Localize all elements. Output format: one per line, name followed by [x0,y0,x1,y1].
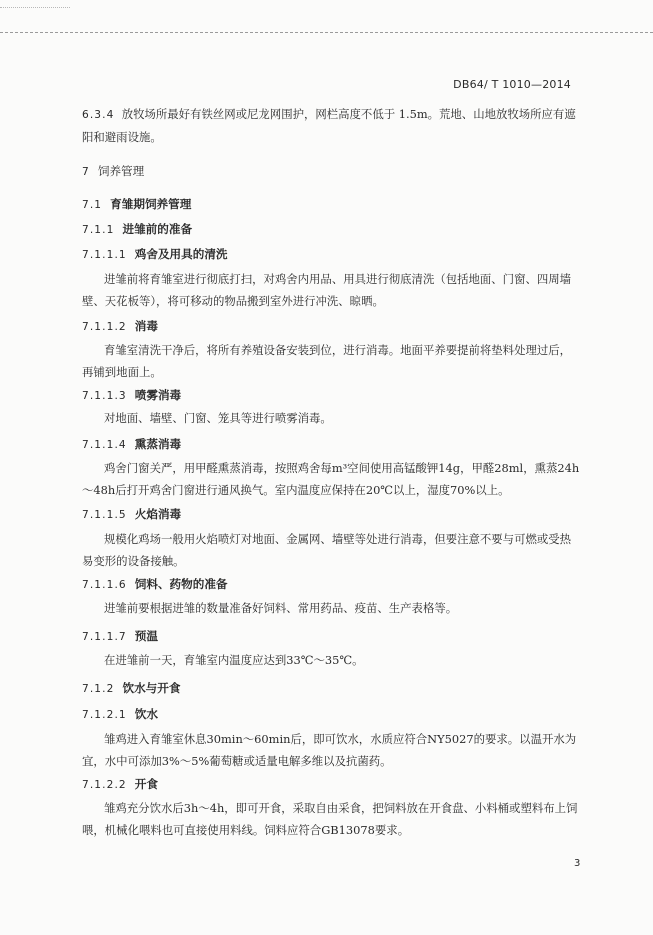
section-title: 喷雾消毒 [134,388,182,402]
paragraph-7-1-2-2: 雏鸡充分饮水后3h～4h，即可开食，采取自由采食，把饲料放在开食盘、小料桶或塑料布上饲喂，机械化喂料也可直接使用料线。饲料应符合GB13078要求。 [82,801,578,837]
section-title: 饲养管理 [97,164,145,178]
heading-7-1 [82,196,191,212]
section-title: 鸡舍及用具的清洗 [134,247,228,261]
paragraph-7-1-1-4: 鸡舍门窗关严，用甲醛熏蒸消毒，按照鸡舍每m³空间使用高锰酸钾14g，甲醛28ml，熏蒸24h～48h后打开鸡舍门窗进行通风换气。室内温度应保持在20℃以上，湿度70%以上。 [82,461,580,497]
paragraph-7-1-1-7: 在进雏前一天，育雏室内温度应达到33℃～35℃。 [104,653,364,667]
section-title: 开食 [134,777,158,791]
heading-7-1-2 [82,680,180,696]
paragraph-7-1-1-5: 规模化鸡场一般用火焰喷灯对地面、金属网、墙壁等处进行消毒，但要注意不要与可燃或受热易变形的设备接触。 [82,532,572,568]
section-number: 7.1.1.3 [82,390,127,402]
heading-7-1-2-1 [82,706,158,722]
paragraph-7-1-1-6: 进雏前要根据进雏的数量准备好饲料、常用药品、疫苗、生产表格等。 [104,601,458,615]
heading-7-1-1-4 [82,436,181,452]
section-title: 饮水 [134,707,158,721]
section-number: 7.1 [82,199,103,211]
paragraph-7-1-2-1: 雏鸡进入育雏室休息30min～60min后，即可饮水，水质应符合NY5027的要求。以温开水为宜，水中可添加3%～5%葡萄糖或适量电解多维以及抗菌药。 [82,732,577,768]
paragraph-7-1-1-1: 进雏前将育雏室进行彻底打扫，对鸡舍内用品、用具进行彻底清洗（包括地面、门窗、四周墙壁、天花板等），将可移动的物品搬到室外进行冲洗、晾晒。 [82,272,572,308]
paragraph-6-3-4 [82,103,580,148]
section-number: 7 [82,166,90,178]
section-title: 育雏期饲养管理 [110,197,192,211]
section-number: 7.1.1.6 [82,579,127,591]
heading-7-1-1 [82,221,192,237]
section-title: 饲料、药物的准备 [134,577,228,591]
section-title: 预温 [134,629,158,643]
heading-7-1-2-2 [82,776,158,792]
section-number: 7.1.1 [82,224,115,236]
section-number: 7.1.1.4 [82,439,127,451]
section-number: 6.3.4 [82,109,115,121]
heading-7-1-1-5 [82,506,181,522]
heading-7-1-1-7 [82,628,158,644]
section-number: 7.1.2 [82,683,115,695]
heading-7-1-1-2 [82,318,158,334]
section-title: 饮水与开食 [122,681,181,695]
heading-7-1-1-1 [82,246,228,262]
section-title: 进雏前的准备 [122,222,193,236]
scan-edge-mark [0,7,70,8]
section-title: 熏蒸消毒 [134,437,182,451]
paragraph-text: 放牧场所最好有铁丝网或尼龙网围护，网栏高度不低于 1.5m。荒地、山地放牧场所应有遮阳和避雨设施。 [82,107,576,144]
paragraph-7-1-1-2: 育雏室清洗干净后，将所有养殖设备安装到位，进行消毒。地面平养要提前将垫料处理过后，再铺到地面上。 [82,343,572,379]
header-rule [0,32,653,33]
heading-7-1-1-6 [82,576,228,592]
section-number: 7.1.1.2 [82,321,127,333]
page-number: 3 [574,858,581,869]
section-number: 7.1.2.1 [82,709,127,721]
section-title: 消毒 [134,319,158,333]
paragraph-7-1-1-3: 对地面、墙壁、门窗、笼具等进行喷雾消毒。 [104,411,332,425]
document-number: DB64/ T 1010—2014 [453,78,571,91]
heading-7 [82,163,144,179]
section-number: 7.1.2.2 [82,779,127,791]
heading-7-1-1-3 [82,387,181,403]
section-number: 7.1.1.7 [82,631,127,643]
section-title: 火焰消毒 [134,507,182,521]
section-number: 7.1.1.1 [82,249,127,261]
section-number: 7.1.1.5 [82,509,127,521]
